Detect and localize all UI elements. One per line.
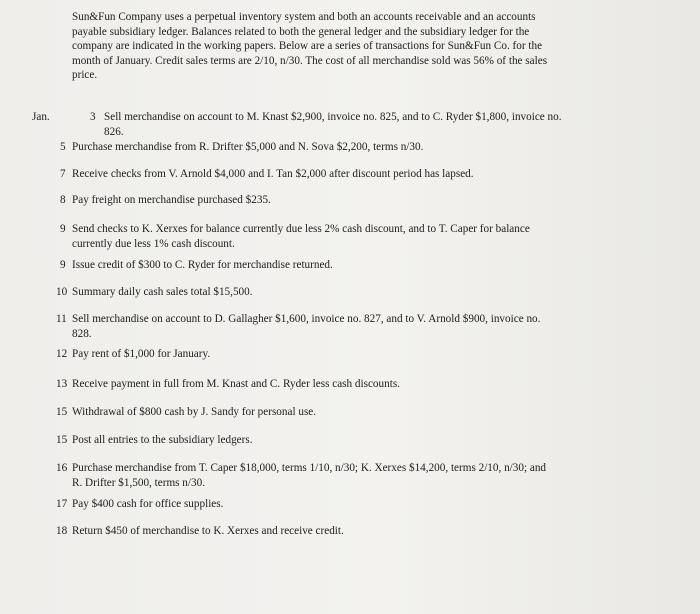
transaction-line: Sell merchandise on account to M. Knast $2,900, invoice no. 825, and to C. Ryder $1,800, invoice no. bbox=[104, 111, 562, 123]
transaction-line: Purchase merchandise from T. Caper $18,000, terms 1/10, n/30; K. Xerxes $14,200, terms 2/10, n/30; and bbox=[72, 462, 547, 474]
transaction-description bbox=[72, 405, 316, 420]
transaction-day: 5 bbox=[60, 141, 66, 153]
transaction-line: 828. bbox=[72, 327, 92, 340]
intro-line: price. bbox=[72, 69, 98, 82]
transaction-day: 16 bbox=[56, 462, 68, 474]
transaction-description bbox=[72, 167, 474, 182]
transaction-description bbox=[72, 524, 344, 539]
transaction-day: 9 bbox=[60, 259, 66, 271]
transaction-line: Send checks to K. Xerxes for balance currently due less 2% cash discount, and to T. Caper for balance bbox=[72, 223, 530, 235]
transaction-description bbox=[72, 140, 423, 155]
transaction-day: 15 bbox=[56, 406, 68, 418]
transaction-line: 826. bbox=[104, 125, 124, 138]
transaction-day: 12 bbox=[56, 348, 68, 360]
transaction-day: 18 bbox=[56, 525, 68, 537]
transaction-day: 9 bbox=[60, 223, 66, 235]
transaction-line: currently due less 1% cash discount. bbox=[72, 237, 235, 250]
transaction-day: 3 bbox=[90, 111, 96, 123]
transaction-description bbox=[72, 312, 540, 341]
transaction-description bbox=[72, 193, 271, 208]
transaction-day: 11 bbox=[56, 313, 67, 325]
transaction-description bbox=[72, 497, 223, 512]
transaction-day: 10 bbox=[56, 286, 68, 298]
transaction-description bbox=[72, 461, 546, 490]
transaction-day: 13 bbox=[56, 378, 68, 390]
transaction-description bbox=[72, 377, 400, 392]
transaction-line: Receive payment in full from M. Knast and C. Ryder less cash discounts. bbox=[72, 378, 400, 390]
transaction-description bbox=[72, 285, 253, 300]
transaction-description bbox=[72, 347, 210, 362]
intro-line: Sun&Fun Company uses a perpetual inventory system and both an accounts receivable and an accounts bbox=[72, 11, 536, 23]
transaction-line: Summary daily cash sales total $15,500. bbox=[72, 286, 253, 298]
intro-line: month of January. Credit sales terms are 2/10, n/30. The cost of all merchandise sold was 56% of the sales bbox=[72, 54, 548, 67]
transaction-day: 8 bbox=[60, 194, 66, 206]
transaction-line: Receive checks from V. Arnold $4,000 and I. Tan $2,000 after discount period has lapsed. bbox=[72, 168, 474, 180]
intro-line: payable subsidiary ledger. Balances related to both the general ledger and the subsidiary ledger for the bbox=[72, 25, 530, 38]
transaction-line: Post all entries to the subsidiary ledgers. bbox=[72, 434, 253, 446]
month-label: Jan. bbox=[32, 111, 50, 123]
transaction-description bbox=[104, 110, 562, 139]
transaction-line: Pay rent of $1,000 for January. bbox=[72, 348, 211, 360]
transaction-line: Sell merchandise on account to D. Gallagher $1,600, invoice no. 827, and to V. Arnold $900, invoice no. bbox=[72, 313, 541, 325]
transaction-line: Purchase merchandise from R. Drifter $5,000 and N. Sova $2,200, terms n/30. bbox=[72, 141, 424, 153]
transaction-line: Pay freight on merchandise purchased $235. bbox=[72, 194, 271, 206]
intro-line: company are indicated in the working papers. Below are a series of transactions for Sun&Fun Co. for the bbox=[72, 40, 543, 53]
transaction-line: Issue credit of $300 to C. Ryder for merchandise returned. bbox=[72, 259, 333, 271]
transaction-line: Withdrawal of $800 cash by J. Sandy for personal use. bbox=[72, 406, 317, 418]
transaction-line: Pay $400 cash for office supplies. bbox=[72, 498, 224, 510]
transaction-line: R. Drifter $1,500, terms n/30. bbox=[72, 476, 205, 489]
transaction-line: Return $450 of merchandise to K. Xerxes and receive credit. bbox=[72, 525, 344, 537]
transaction-day: 17 bbox=[56, 498, 68, 510]
transaction-day: 7 bbox=[60, 168, 66, 180]
transaction-day: 15 bbox=[56, 434, 68, 446]
transaction-description bbox=[72, 433, 253, 448]
intro-paragraph bbox=[72, 10, 632, 83]
transaction-description bbox=[72, 258, 333, 273]
transaction-description bbox=[72, 222, 530, 251]
